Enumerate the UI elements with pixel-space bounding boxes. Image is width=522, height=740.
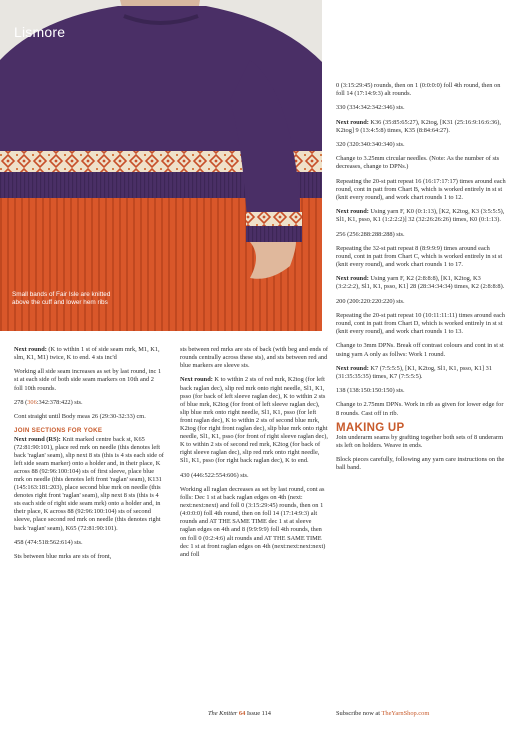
paragraph: sts between red mrks are sts of back (with beg and ends of rounds centrally across these sts), and sts between red and blue markers are sleeve sts. <box>180 346 328 370</box>
paragraph: Next round (RS): Knit marked centre back st, K65 (72:81:90:101), place red mrk on needle (this denotes left back 'raglan' seam), slip next 8 sts (this is 4 sts each side of left side seam marker) onto a holder and, in their place, K across 88 (92:96:100:104) sts of first sleeve, place blue mrk on needle (this denotes left front 'raglan' seam), K131 (145:163:181:203), place second blue mrk on needle (this denotes right front 'raglan' seam), slip next 8 sts (this is 4 sts each side of right side seam mrk) onto a holder and, in their place, K across 88 (92:96:100:104) sts of second sleeve, place second red mrk on needle (this denotes right back 'raglan' seam), K65 (72:81:90:101). <box>14 435 164 532</box>
footer-right: Subscribe now at TheYarnShop.com <box>336 710 430 717</box>
paragraph: Repeating the 20-st patt repeat 10 (10:11:11:11) times around each round, cont in patt from Chart D, which is worked entirely in st st (knit every round), and work chart rounds 1 to 13. <box>336 311 505 336</box>
text-column-1 <box>14 346 164 567</box>
page-title: Lismore <box>14 24 66 40</box>
paragraph: Block pieces carefully, following any yarn care instructions on the ball band. <box>336 456 505 472</box>
paragraph: Next round: Using yarn F, K2 (2:8:8:8), [K1, K2tog, K3 (3:2:2:2), Sl1, K1, psso, K1] 28 (28:34:34:34) times, K2 (2:8:8:8). <box>336 275 505 291</box>
paragraph: Next round: K to within 2 sts of red mrk, K2tog (for left back raglan dec), slip red mrk onto right needle, Sl1, K1, psso (for back of left sleeve raglan dec), K to within 2 sts of blue mrk, K2tog (for front of left sleeve raglan dec), slip blue mrk onto right needle, Sl1, K1, psso (for left front raglan dec), K to within 2 sts of second blue mrk, K2tog (for right front raglan dec), slip blue mrk onto right needle, Sl1, K1, psso (for front of right sleeve raglan dec), K to within 2 sts of second red mrk, K2tog (for back of right sleeve raglan dec), slip red mrk onto right needle, Sl1, K1, psso (for right back raglan dec), K to end. <box>180 376 328 465</box>
paragraph: 138 (138:150:150:150) sts. <box>336 387 405 395</box>
paragraph: 458 (474:518:562:614) sts. <box>14 538 83 546</box>
paragraph: Next round: K36 (35:85:65:27), K2tog, [K31 (25:16:9:16:6:36), K2tog] 9 (13:4:5:8) times, K35 (8:84:64:27). <box>336 118 501 134</box>
paragraph: Join underarm seams by grafting together both sets of 8 underarm sts left on holders. Weave in ends. <box>336 433 504 449</box>
paragraph: Repeating the 20-st patt repeat 16 (16:17:17:17) times around each round, cont in patt from Chart B, which is worked entirely in st st (knit every round), and work chart rounds 1 to 12. <box>336 177 506 201</box>
subscribe-link[interactable]: TheYarnShop.com <box>381 710 430 717</box>
paragraph: 200 (200:220:220:220) sts. <box>336 297 405 305</box>
paragraph: Next round: (K to within 1 st of side seam mrk, M1, K1, slm, K1, M1) twice, K to end. 4 sts inc'd <box>14 346 160 362</box>
paragraph: 430 (446:522:554:606) sts. <box>180 471 249 479</box>
paragraph: 320 (320:340:340:340) sts. <box>336 141 405 149</box>
cuff-rib <box>246 226 302 242</box>
paragraph: Cont straight until Body meas 26 (29:30-32:33) cm. <box>14 413 146 421</box>
paragraph: Working all side seam increases as set by last round, inc 1 st at each side of both side seam markers on 10th and 2 foll 10th rounds. <box>14 368 162 392</box>
paragraph: Working all raglan decreases as set by last round, cont as folls: Dec 1 st at back raglan edges on 4th (next: next:next:next) and foll 0 (3:15:29:45) rounds, then on 1 (4:0:0:0) foll 4th round, then on foll 14 (17:14:9:3) alt rounds and AT THE SAME TIME dec 1 st at sleeve raglan edges on 4th and 8 (9:9:9:9) foll 4th rounds, then on foll 0 (0:2:4:6) alt rounds and AT THE SAME TIME dec 1 st at front raglan edges on 4th (next:next:next:next) and foll <box>180 485 326 558</box>
photo-caption: Small bands of Fair Isle are knitted above the cuff and lower hem ribs <box>12 291 111 306</box>
photo <box>0 0 322 331</box>
paragraph: Sts between blue mrks are sts of front, <box>14 553 112 561</box>
paragraph: Next round: K7 (7:5:5:5), [K1, K2tog, Sl1, K1, psso, K1] 31 (31:35:35:35) times, K7 (7:5:5:5). <box>336 364 493 380</box>
sleeve-fairisle <box>246 212 302 226</box>
paragraph: 330 (334:342:342:346) sts. <box>336 104 405 112</box>
paragraph: 256 (256:288:288:288) sts. <box>336 230 405 238</box>
paragraph: Change to 2.75mm DPNs. Work in rib as given for lower edge for 8 rounds. Cast off in rib. <box>336 401 504 417</box>
section-heading: JOIN SECTIONS FOR YOKE <box>14 427 103 435</box>
paragraph: Next round: Using yarn F, K0 (0:1:13), [K2, K2tog, K3 (3:5:5:5), Sl1, K1, psso, K1 (1:2:2:2)] 32 (32:26:26:26) times, K0 (0:1:13). <box>336 208 505 224</box>
text-column-3 <box>336 82 506 479</box>
text-column-2 <box>180 346 328 565</box>
paragraph: 0 (3:15:29:45) rounds, then on 1 (0:0:0:0) foll 4th round, then on foll 14 (17:14:9:3) alt rounds. <box>336 82 501 98</box>
paragraph: Change to 3mm DPNs. Break off contrast colours and cont in st st using yarn A only as follws: Work 1 round. <box>336 342 504 358</box>
paragraph: Repeating the 32-st patt repeat 8 (8:9:9:9) times around each round, cont in patt from Chart C, which is worked entirely in st st (knit every round), and work chart rounds 1 to 17. <box>336 244 503 268</box>
footer-left: The Knitter 64 Issue 114 <box>208 710 271 717</box>
paragraph: Change to 3.25mm circular needles. (Note: As the number of sts decreases, change to DPNs.) <box>336 155 500 171</box>
model-photo <box>0 0 322 331</box>
paragraph: 278 (306:342:378:422) sts. <box>14 398 83 406</box>
page-number: 64 <box>238 710 246 717</box>
section-heading-making-up: MAKING UP <box>336 421 405 434</box>
